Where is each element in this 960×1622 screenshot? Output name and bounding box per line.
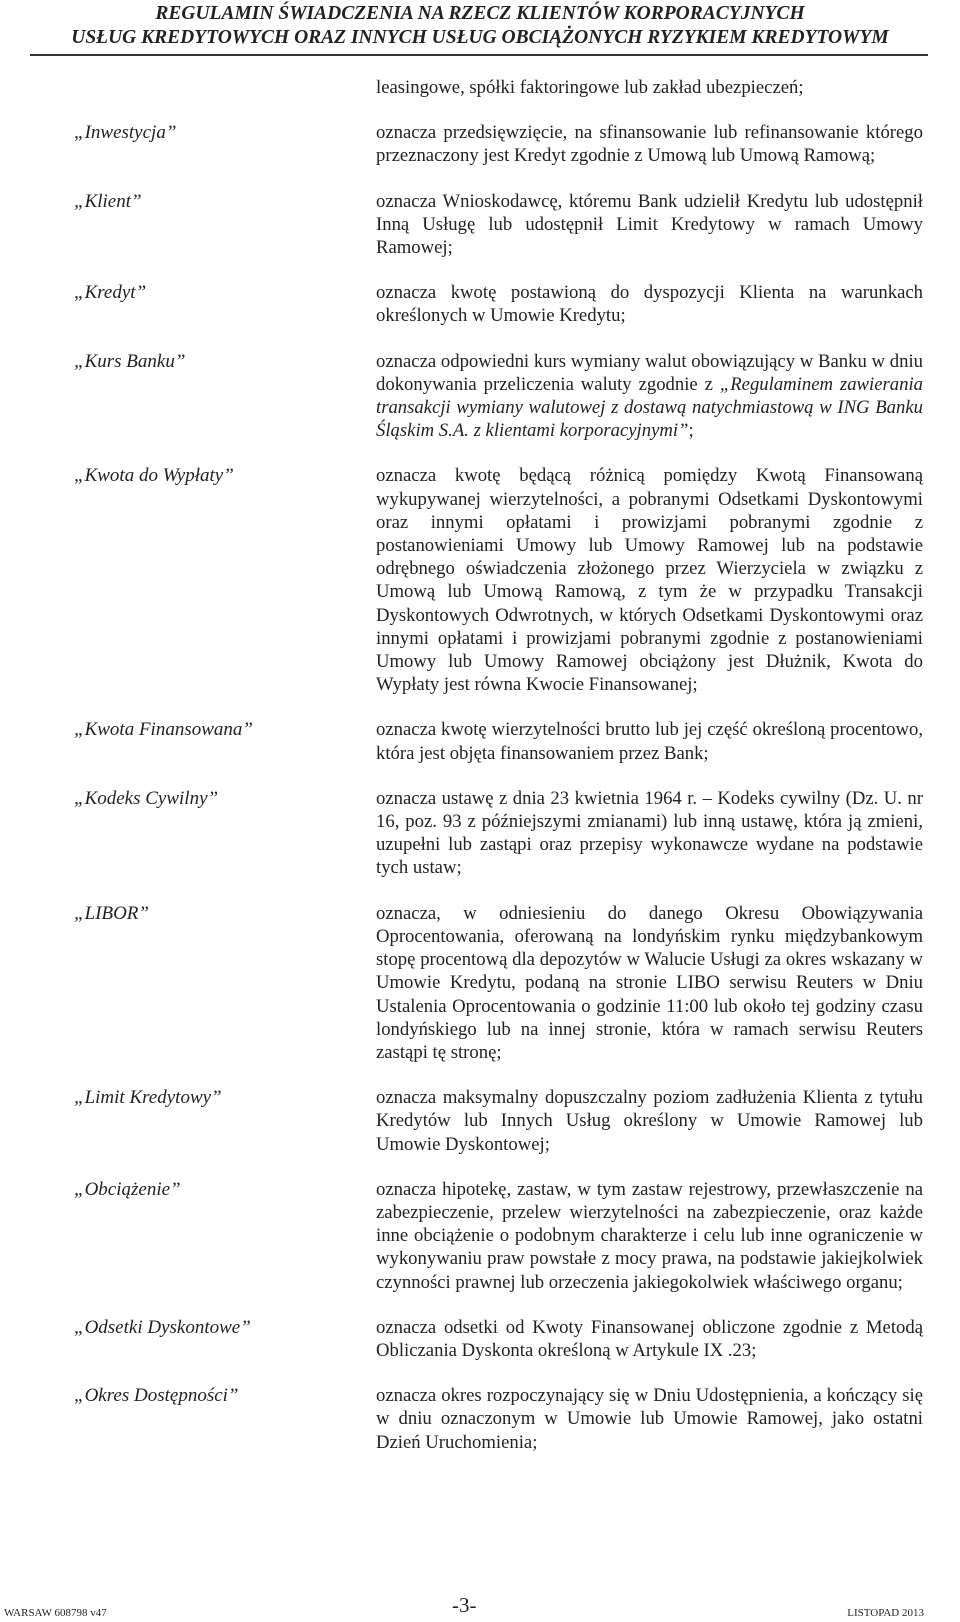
regulation-reference: „Regulaminem zawierania transakcji wymiany walutowej z dostawą natychmiastową w ING Banku Śląskim S.A. z klientami korporacyjnymi” [376, 373, 923, 442]
header-line-2: USŁUG KREDYTOWYCH ORAZ INNYCH USŁUG OBCIĄŻONYCH RYZYKIEM KREDYTOWYM [71, 27, 889, 48]
definition-row [0, 464, 960, 696]
definition-row [0, 76, 960, 99]
definition-term: „Obciążenie” [74, 1178, 181, 1200]
definition-row [0, 121, 960, 167]
header-divider [30, 54, 928, 56]
definition-row [0, 190, 960, 260]
definition-text: oznacza ustawę z dnia 23 kwietnia 1964 r. – Kodeks cywilny (Dz. U. nr 16, poz. 93 z późniejszymi zmianami) lub inną ustawę, która ją zmieni, uzupełni lub zastąpi oraz przepisy wykonawcze wydane na podstawie tych ustaw; [376, 787, 923, 879]
definition-row [0, 1316, 960, 1362]
definition-row [0, 787, 960, 880]
definition-text: oznacza kwotę postawioną do dyspozycji Klienta na warunkach określonych w Umowie Kredytu; [376, 282, 923, 327]
definition-term: „Kwota Finansowana” [74, 719, 253, 741]
footer-document-id: WARSAW 608798 v47 [4, 1607, 107, 1619]
definition-row [0, 902, 960, 1064]
definitions-list [0, 76, 960, 1476]
definition-text-part: oznacza odpowiedni kurs wymiany walut obowiązujący w Banku w dniu dokonywania przeliczenia waluty zgodnie z [376, 350, 923, 395]
definition-term: „Klient” [74, 190, 142, 212]
definition-text-end: ; [688, 420, 694, 442]
definition-text: oznacza okres rozpoczynający się w Dniu Udostępnienia, a kończący się w dniu oznaczonym w Umowie lub Umowie Ramowej, jako ostatni Dzień Uruchomienia; [376, 1385, 923, 1453]
definition-row [0, 1384, 960, 1454]
definition-term: „Okres Dostępności” [74, 1385, 239, 1407]
definition-text [376, 350, 923, 443]
definition-text: oznacza Wnioskodawcę, któremu Bank udzielił Kredytu lub udostępnił Inną Usługę lub udostępnił Limit Kredytowy w ramach Umowy Ramowej; [376, 190, 923, 259]
definition-row [0, 281, 960, 327]
definition-term: „Kwota do Wypłaty” [74, 465, 234, 487]
definition-text: oznacza kwotę będącą różnicą pomiędzy Kwotą Finansowaną wykupywanej wierzytelności, a pobranymi Odsetkami Dyskontowymi oraz innymi opłatami i prowizjami pobranymi zgodnie z postanowieniami Umowy lub Umowy Ramowej lub na podstawie odrębnego oświadczenia złożonego przez Wierzyciela w związku z Umową lub Umową Ramową, z tym że w przypadku Transakcji Dyskontowych Odwrotnych, w których Odsetkami Dyskontowymi oraz innymi opłatami i prowizjami pobranymi zgodnie z postanowieniami Umowy lub Umowy Ramowej obciążony jest Dłużnik, Kwota do Wypłaty jest równa Kwocie Finansowanej; [376, 465, 923, 696]
definition-text: oznacza odsetki od Kwoty Finansowanej obliczone zgodnie z Metodą Obliczania Dyskonta określoną w Artykule IX .23; [376, 1316, 923, 1361]
footer-date: LISTOPAD 2013 [847, 1607, 924, 1619]
definition-term: „Kredyt” [74, 282, 147, 304]
definition-text: oznacza kwotę wierzytelności brutto lub jej część określoną procentowo, która jest objęta finansowaniem przez Bank; [376, 719, 923, 764]
definition-term: „Kodeks Cywilny” [74, 787, 219, 809]
definition-term: „Inwestycja” [74, 122, 177, 144]
definition-row [0, 718, 960, 764]
page-footer [0, 1593, 960, 1621]
header-line-1: REGULAMIN ŚWIADCZENIA NA RZECZ KLIENTÓW KORPORACYJNYCH [155, 3, 805, 24]
definition-term: „Limit Kredytowy” [74, 1087, 222, 1109]
definition-term: „LIBOR” [74, 902, 149, 924]
definition-row [0, 350, 960, 443]
definition-row [0, 1178, 960, 1294]
definition-text: oznacza maksymalny dopuszczalny poziom zadłużenia Klienta z tytułu Kredytów lub Innych Usług określony w Umowie Ramowej lub Umowie Dyskontowej; [376, 1087, 923, 1155]
definition-row [0, 1086, 960, 1156]
page-number: -3- [452, 1593, 477, 1617]
definition-term: „Odsetki Dyskontowe” [74, 1316, 251, 1338]
definition-term: „Kurs Banku” [74, 350, 186, 372]
page-header [0, 2, 960, 50]
definition-text: oznacza przedsięwzięcie, na sfinansowanie lub refinansowanie którego przeznaczony jest Kredyt zgodnie z Umową lub Umową Ramową; [376, 122, 923, 167]
definition-text: leasingowe, spółki faktoringowe lub zakład ubezpieczeń; [376, 77, 804, 98]
definition-text: oznacza, w odniesieniu do danego Okresu Obowiązywania Oprocentowania, oferowaną na londyńskim rynku międzybankowym stopę procentową dla depozytów w Walucie Usługi za okres wskazany w Umowie Kredytu, podaną na stronie LIBO serwisu Reuters w Dniu Ustalenia Oprocentowania o godzinie 11:00 lub około tej godziny czasu londyńskiego lub na innej stronie, która w ramach serwisu Reuters zastąpi tę stronę; [376, 902, 923, 1063]
definition-text: oznacza hipotekę, zastaw, w tym zastaw rejestrowy, przewłaszczenie na zabezpieczenie, przelew wierzytelności na zabezpieczenie, oraz każde inne obciążenie o podobnym charakterze i celu lub inne ograniczenie w wykonywaniu praw powstałe z mocy prawa, na podstawie jakiejkolwiek czynności prawnej lub orzeczenia jakiegokolwiek właściwego organu; [376, 1178, 923, 1293]
